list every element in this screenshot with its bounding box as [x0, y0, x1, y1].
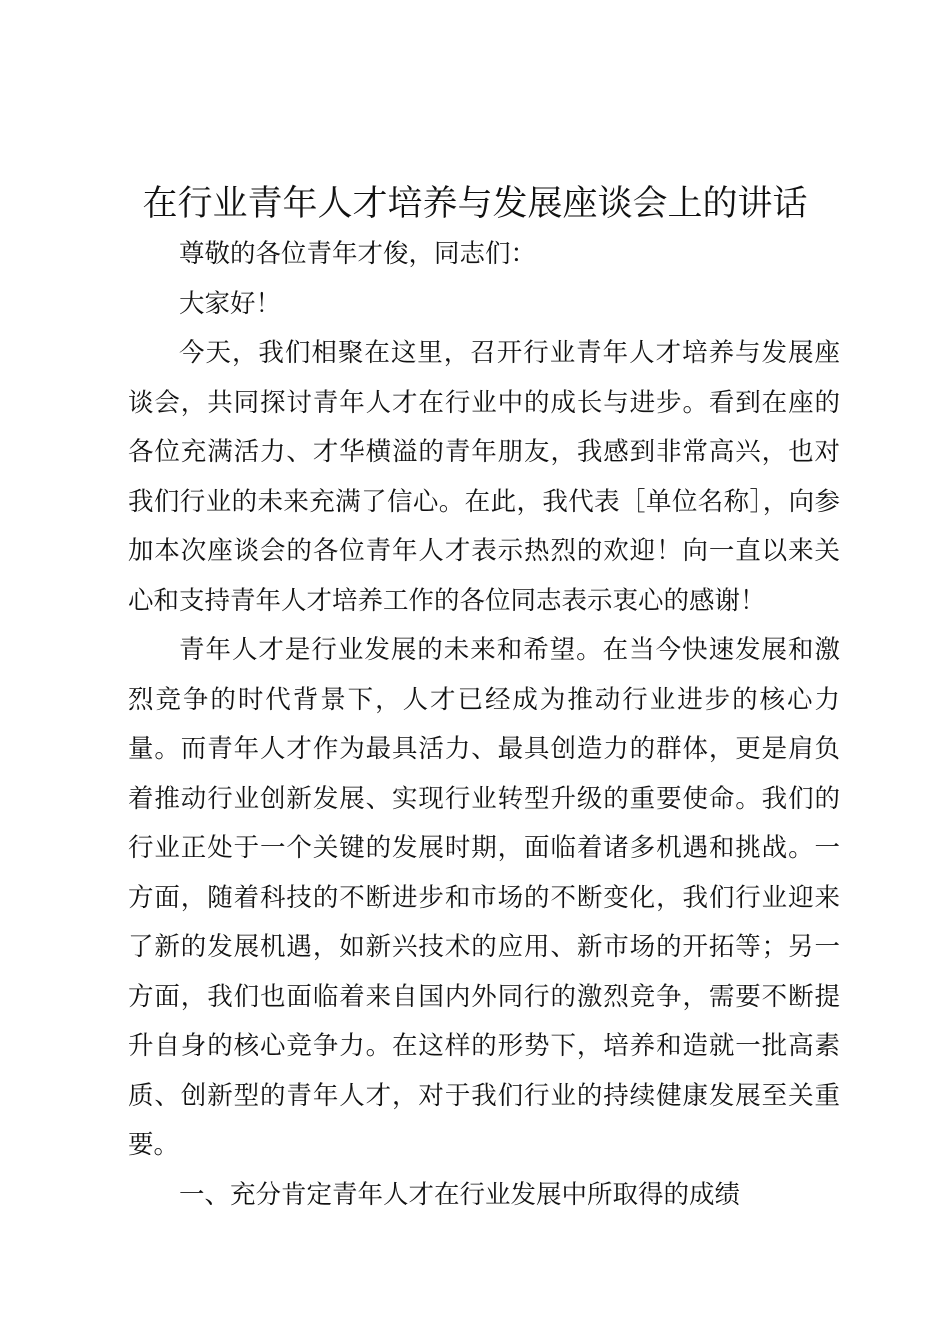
greeting: 大家好！ — [179, 288, 282, 319]
paragraph-opening: 今天，我们相聚在这里，召开行业青年人才培养与发展座谈会，共同探讨青年人才在行业中的成长与进步。看到在座的各位充满活力、才华横溢的青年朋友，我感到非常高兴，也对我们行业的未来充满了信心。在此，我代表［单位名称］，向参加本次座谈会的各位青年人才表示热烈的欢迎！向一直以来关心和支持青年人才培养工作的各位同志表示衷心的感谢！ — [128, 338, 840, 616]
paragraph-youth-talent: 青年人才是行业发展的未来和希望。在当今快速发展和激烈竞争的时代背景下，人才已经成为推动行业进步的核心力量。而青年人才作为最具活力、最具创造力的群体，更是肩负着推动行业创新发展、实现行业转型升级的重要使命。我们的行业正处于一个关键的发展时期，面临着诸多机遇和挑战。一方面，随着科技的不断进步和市场的不断变化，我们行业迎来了新的发展机遇，如新兴技术的应用、新市场的开拓等；另一方面，我们也面临着来自国内外同行的激烈竞争，需要不断提升自身的核心竞争力。在这样的形势下，培养和造就一批高素质、创新型的青年人才，对于我们行业的持续健康发展至关重要。 — [128, 635, 840, 1160]
document-body — [128, 230, 840, 1220]
section-heading: 一、充分肯定青年人才在行业发展中所取得的成绩 — [179, 1179, 741, 1210]
salutation: 尊敬的各位青年才俊，同志们： — [179, 239, 537, 269]
document-title: 在行业青年人才培养与发展座谈会上的讲话 — [142, 184, 808, 224]
